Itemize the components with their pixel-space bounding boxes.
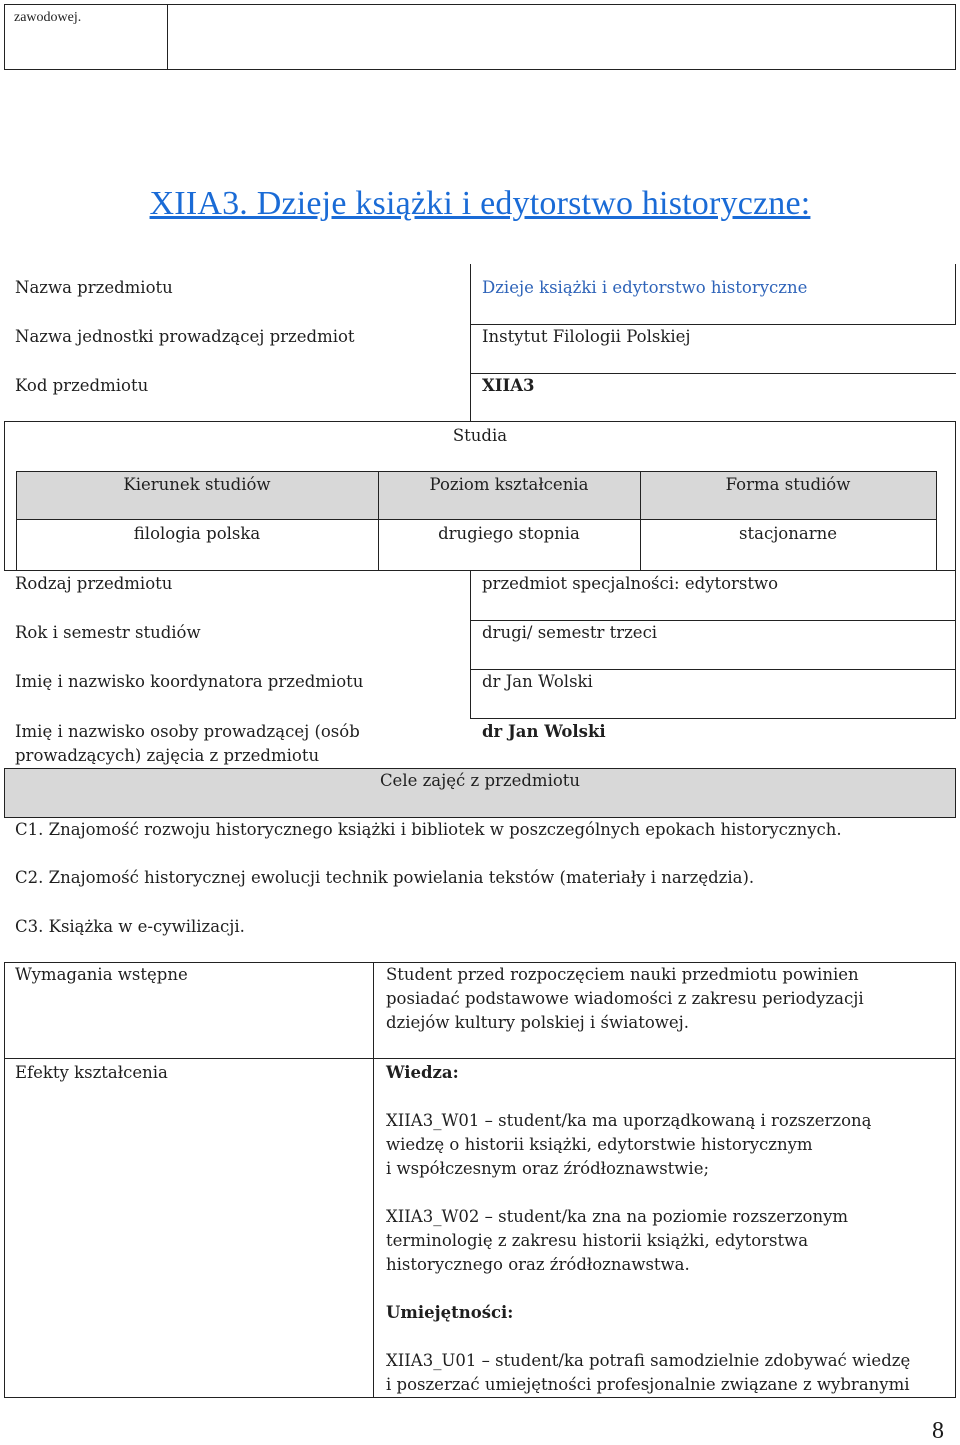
detail-value-rok: drugi/ semestr trzeci (482, 623, 658, 642)
detail-value-prowadzacy: dr Jan Wolski (482, 722, 606, 741)
w02-line-1: XIIA3_W02 – student/ka zna na poziomie rozszerzonym (386, 1207, 849, 1226)
w02-line-3: historycznego oraz źródłoznawstwa. (386, 1255, 690, 1274)
wymagania-line-1: Student przed rozpoczęciem nauki przedmiotu powinien (386, 965, 859, 984)
wymagania-row-divider (4, 1058, 956, 1059)
detail-label-prowadzacy-2: prowadzących) zajęcia z przedmiotu (15, 746, 320, 765)
detail-label-rok: Rok i semestr studiów (15, 623, 201, 642)
u01-line-2: i poszerzać umiejętności profesjonalnie związane z wybranymi (386, 1375, 910, 1394)
details-col-divider (470, 571, 471, 719)
info-value-code: XIIA3 (482, 376, 535, 395)
top-table-divider (167, 4, 168, 70)
cele-header: Cele zajęć z przedmiotu (379, 771, 581, 790)
cele-item-c2: C2. Znajomość historycznej ewolucji technik powielania tekstów (materiały i narzędzia). (15, 868, 755, 887)
info-col-divider (470, 264, 471, 422)
studia-col-forma: Forma studiów (725, 475, 851, 494)
wymagania-line-3: dziejów kultury polskiej i światowej. (386, 1013, 690, 1032)
studia-val-poziom: drugiego stopnia (438, 524, 580, 543)
umiejetnosci-heading: Umiejętności: (386, 1303, 514, 1322)
cele-item-c1: C1. Znajomość rozwoju historycznego książki i bibliotek w poszczególnych epokach historycznych. (15, 820, 842, 839)
top-cell-text: zawodowej. (14, 10, 82, 25)
info-label-code: Kod przedmiotu (15, 376, 149, 395)
details-right-border (955, 571, 956, 719)
wymagania-col-divider (373, 962, 374, 1398)
page-number: 8 (932, 1418, 944, 1444)
studia-col-poziom: Poziom kształcenia (429, 475, 589, 494)
info-row-divider-2 (470, 373, 956, 374)
info-table-right-border (955, 264, 956, 324)
info-value-unit: Instytut Filologii Polskiej (482, 327, 691, 346)
info-label-name: Nazwa przedmiotu (15, 278, 173, 297)
studia-col-kierunek: Kierunek studiów (123, 475, 271, 494)
section-title: XIIA3. Dzieje książki i edytorstwo historyczne: (149, 185, 811, 222)
detail-label-prowadzacy-1: Imię i nazwisko osoby prowadzącej (osób (15, 722, 360, 741)
wymagania-label: Wymagania wstępne (15, 965, 188, 984)
detail-label-rodzaj: Rodzaj przedmiotu (15, 574, 173, 593)
cele-item-c3: C3. Książka w e-cywilizacji. (15, 917, 245, 936)
studia-header: Studia (452, 426, 508, 445)
w01-line-3: i współczesnym oraz źródłoznawstwie; (386, 1159, 710, 1178)
info-label-unit: Nazwa jednostki prowadzącej przedmiot (15, 327, 355, 346)
w01-line-1: XIIA3_W01 – student/ka ma uporządkowaną i rozszerzoną (386, 1111, 872, 1130)
studia-right-edge (936, 520, 937, 571)
studia-val-forma: stacjonarne (739, 524, 837, 543)
details-row-divider-3 (470, 718, 956, 719)
detail-label-koordynator: Imię i nazwisko koordynatora przedmiotu (15, 672, 364, 691)
studia-val-kierunek: filologia polska (133, 524, 261, 543)
w02-line-2: terminologię z zakresu historii książki, edytorstwa (386, 1231, 809, 1250)
w01-line-2: wiedzę o historii książki, edytorstwie historycznym (386, 1135, 813, 1154)
info-value-name: Dzieje książki i edytorstwo historyczne (482, 278, 808, 297)
efekty-label: Efekty kształcenia (15, 1063, 168, 1082)
u01-line-1: XIIA3_U01 – student/ka potrafi samodzielnie zdobywać wiedzę (386, 1351, 911, 1370)
wiedza-heading: Wiedza: (386, 1063, 459, 1082)
detail-value-rodzaj: przedmiot specjalności: edytorstwo (482, 574, 779, 593)
wymagania-line-2: posiadać podstawowe wiadomości z zakresu periodyzacji (386, 989, 864, 1008)
detail-value-koordynator: dr Jan Wolski (482, 672, 593, 691)
top-table (4, 4, 956, 70)
